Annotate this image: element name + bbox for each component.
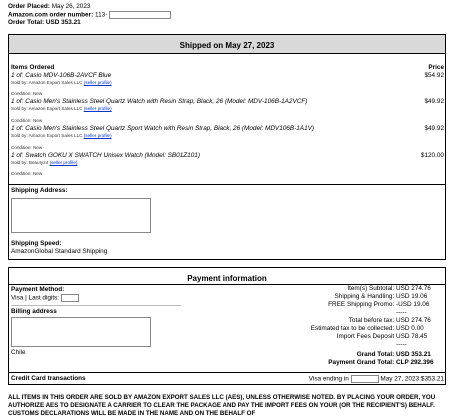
item-4-title: 1 of: Swatch GOKU X SWATCH Unisex Watch (Model: SB01Z101) bbox=[11, 152, 200, 159]
item-3-title: 1 of: Casio Men's Stainless Steel Quartz Sport Watch with Resin Strap, Black, 26 (Model: MDV106B-1A1V) bbox=[11, 125, 315, 132]
summary-row bbox=[244, 333, 444, 341]
items-ordered-header: Items Ordered bbox=[11, 64, 55, 71]
billing-divider bbox=[11, 305, 181, 306]
billing-country: Chile bbox=[11, 349, 26, 356]
order-number-label: Amazon.com order number: bbox=[8, 11, 94, 19]
item-2-title: 1 of: Casio Men's Stainless Steel Quartz Watch with Resin Strap, Black, 26 (Model: MDV-106B-1A2VCF) bbox=[11, 98, 308, 105]
cc-transactions-label: Credit Card transactions bbox=[11, 375, 86, 382]
summary-row bbox=[244, 341, 444, 349]
grand-total-value: USD 353.21 bbox=[396, 351, 431, 358]
summary-row bbox=[244, 301, 444, 309]
cc-visa-ending: Visa ending in bbox=[308, 375, 349, 383]
item-1-condition: Condition: New bbox=[11, 91, 43, 96]
redacted-order-number bbox=[109, 11, 171, 19]
summary-label: Total before tax: bbox=[348, 317, 395, 324]
summary-label: FREE Shipping Promo: bbox=[328, 301, 395, 308]
item-3-seller-profile-link[interactable]: (seller profile) bbox=[83, 133, 112, 138]
summary-value: ----- bbox=[396, 341, 407, 348]
payment-grand-total-value: CLP 292.396 bbox=[396, 359, 434, 366]
summary-value: USD 19.06 bbox=[396, 293, 428, 300]
item-2-sold-by: Sold by: Amazon Export Sales LLC bbox=[11, 106, 83, 111]
summary-row bbox=[244, 285, 444, 293]
grand-total-row bbox=[244, 351, 444, 359]
summary-value: USD 0.00 bbox=[396, 325, 424, 332]
order-placed-label: Order Placed: bbox=[8, 3, 50, 10]
order-summary bbox=[244, 285, 444, 367]
summary-label: Item(s) Subtotal: bbox=[347, 285, 395, 292]
item-3-price: $49.92 bbox=[424, 125, 444, 132]
cc-date: May 27, 2023: bbox=[380, 375, 421, 383]
payment-grand-total-row bbox=[244, 359, 444, 367]
order-total-value: USD 353.21 bbox=[45, 19, 81, 26]
summary-label: Shipping & Handling: bbox=[334, 293, 395, 300]
cc-transaction-line bbox=[309, 375, 444, 384]
item-2-price: $49.92 bbox=[424, 98, 444, 105]
payment-method-value: Visa | Last digits: bbox=[11, 294, 60, 302]
item-1-seller bbox=[11, 80, 112, 86]
item-4-seller-profile-link[interactable]: (seller profile) bbox=[49, 160, 78, 165]
item-1-price: $54.92 bbox=[424, 72, 444, 79]
summary-label: Import Fees Deposit bbox=[336, 333, 395, 340]
shipping-address-label: Shipping Address: bbox=[11, 187, 68, 194]
shipping-speed-label: Shipping Speed: bbox=[11, 240, 62, 247]
order-placed-value: May 26, 2023 bbox=[51, 3, 91, 10]
payment-grand-total-label: Payment Grand Total: bbox=[328, 359, 395, 366]
order-number-value: 113- bbox=[95, 11, 108, 19]
item-4-seller bbox=[11, 160, 77, 166]
summary-value: ----- bbox=[396, 309, 407, 316]
item-3-sold-by: Sold by: Amazon Export Sales LLC bbox=[11, 133, 83, 138]
item-2-condition: Condition: New bbox=[11, 118, 43, 123]
items-divider bbox=[9, 184, 445, 185]
billing-address-label: Billing address bbox=[11, 308, 57, 315]
redacted-billing-address bbox=[11, 317, 151, 347]
summary-value: USD 78.45 bbox=[396, 333, 428, 340]
payment-method-label: Payment Method: bbox=[11, 286, 65, 293]
summary-value: USD 274.76 bbox=[396, 317, 431, 324]
summary-value: USD 274.76 bbox=[396, 285, 431, 292]
item-1-title: 1 of: Casio MDV-106B-2AVCF Blue bbox=[11, 72, 112, 79]
shipment-title-bar bbox=[9, 35, 445, 54]
shipment-title: Shipped on May 27, 2023 bbox=[179, 41, 275, 50]
redacted-card-ending bbox=[351, 375, 379, 383]
summary-label: Estimated tax to be collected: bbox=[310, 325, 395, 332]
item-2-seller-profile-link[interactable]: (seller profile) bbox=[83, 106, 112, 111]
payment-method-line bbox=[11, 294, 79, 303]
cc-amount: $353.21 bbox=[420, 375, 444, 383]
item-4-condition: Condition: New bbox=[11, 171, 43, 176]
redacted-last-digits bbox=[61, 294, 79, 302]
payment-title-bar bbox=[9, 268, 445, 285]
footer-notice: ALL ITEMS IN THIS ORDER ARE SOLD BY AMAZON EXPORT SALES LLC (AES), UNLESS OTHERWISE NOTED. BY PLACING YOUR ORDER, YOU AUTHORIZE AES TO DESIGNATE A CARRIER TO CLEAR THE PACKAGE AND PAY THE IMPORT FEES ON YOUR (OR THE RECIPIENT'S) BEHALF. CUSTOMS DECLARATIONS WILL BE MADE IN THE NAME AND ON THE BEHALF OF bbox=[8, 394, 436, 417]
payment-title: Payment information bbox=[187, 274, 267, 283]
item-4-sold-by: Sold by: Beauty24 bbox=[11, 160, 49, 165]
item-3-condition: Condition: New bbox=[11, 145, 43, 150]
item-4-price: $120.00 bbox=[420, 152, 444, 159]
order-total-label: Order Total: bbox=[8, 19, 45, 26]
cc-divider bbox=[9, 372, 445, 373]
summary-value: -USD 19.06 bbox=[396, 301, 430, 308]
item-1-seller-profile-link[interactable]: (seller profile) bbox=[83, 80, 112, 85]
order-total-line bbox=[8, 19, 81, 27]
item-1-sold-by: Sold by: Amazon Export Sales LLC bbox=[11, 80, 83, 85]
summary-row bbox=[244, 293, 444, 301]
redacted-shipping-address bbox=[11, 198, 151, 233]
summary-row bbox=[244, 325, 444, 333]
grand-total-label: Grand Total: bbox=[356, 351, 395, 358]
summary-row bbox=[244, 309, 444, 317]
price-header: Price bbox=[428, 64, 444, 71]
summary-row bbox=[244, 317, 444, 325]
item-3-seller bbox=[11, 133, 112, 139]
order-placed-line bbox=[8, 3, 90, 11]
shipping-speed-value: AmazonGlobal Standard Shipping bbox=[11, 248, 108, 255]
item-2-seller bbox=[11, 106, 112, 112]
